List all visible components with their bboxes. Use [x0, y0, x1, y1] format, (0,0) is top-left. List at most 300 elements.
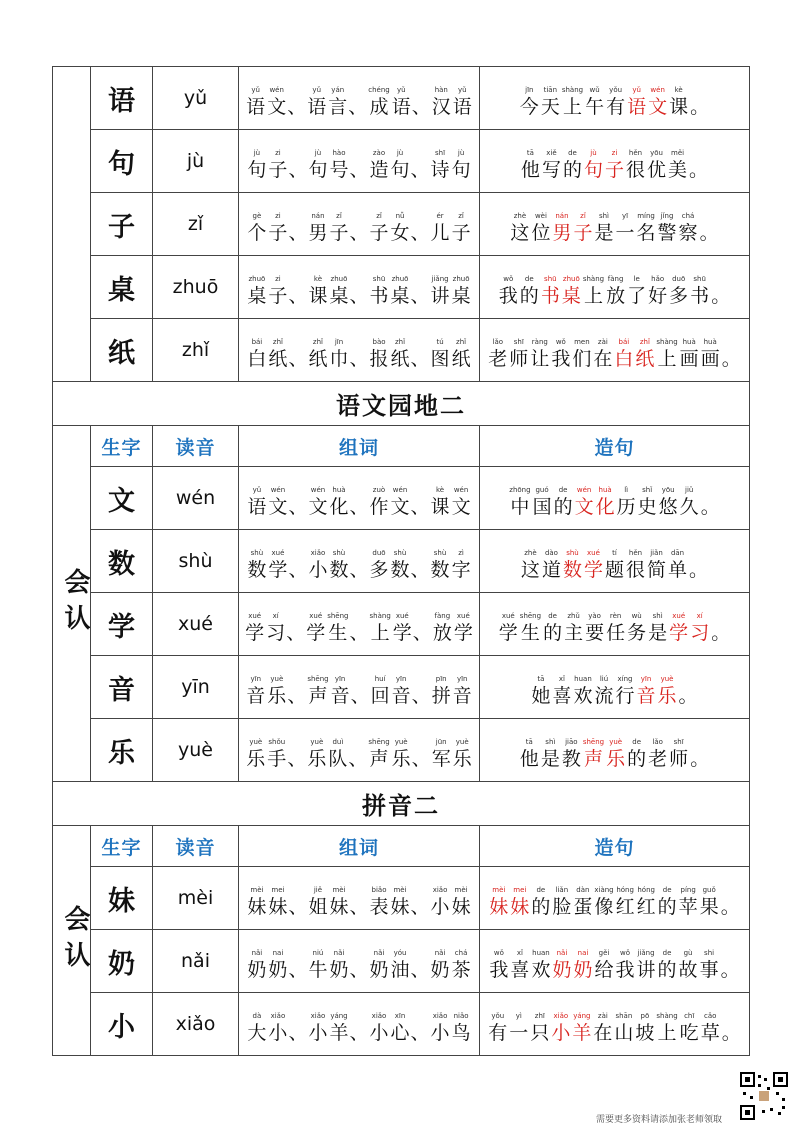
- syllable: [370, 485, 389, 519]
- pinyin-annotation: jù: [590, 149, 597, 157]
- syllable: [585, 85, 604, 119]
- word-group-line: [245, 674, 472, 708]
- syllable: [520, 274, 539, 308]
- separator: 、: [410, 222, 430, 244]
- pinyin-annotation: xué: [501, 612, 515, 620]
- hanzi: 声: [369, 748, 389, 770]
- pinyin-annotation: xǐ: [558, 675, 565, 683]
- sentence-line: [520, 548, 709, 582]
- pinyin-annotation: shàng: [369, 612, 391, 620]
- hanzi: 很: [626, 159, 646, 181]
- syllable: [268, 148, 287, 182]
- syllable: [594, 211, 613, 245]
- pinyin-annotation: shēng: [307, 675, 329, 683]
- hanzi: 乐: [246, 748, 266, 770]
- hanzi: 音: [452, 685, 472, 707]
- separator: 、: [349, 285, 369, 307]
- sentence-line: [487, 337, 741, 371]
- syllable: [391, 948, 410, 982]
- pinyin-annotation: wèi: [534, 212, 547, 220]
- pinyin-annotation: jǐng: [660, 212, 674, 220]
- hanzi: 名: [636, 222, 656, 244]
- pinyin-annotation: yǔ: [396, 86, 406, 94]
- pinyin-annotation: xiàng: [594, 886, 614, 894]
- pinyin-annotation: lǎo: [652, 738, 663, 746]
- syllable: [431, 485, 450, 519]
- pinyin-annotation: shān: [615, 1012, 633, 1020]
- pinyin-annotation: mèi: [492, 886, 506, 894]
- syllable: [392, 674, 411, 708]
- pinyin-annotation: zǐ: [336, 212, 342, 220]
- hanzi: 的: [543, 622, 563, 644]
- pinyin-annotation: zi: [611, 149, 618, 157]
- pinyin-annotation: yǔ: [251, 86, 260, 94]
- syllable: [616, 674, 635, 708]
- pinyin-annotation: zhuō: [248, 275, 266, 283]
- hanzi: 小: [308, 1022, 328, 1044]
- syllable: [268, 337, 287, 371]
- sentence-cell: [480, 256, 750, 319]
- sentence-cell: [480, 530, 750, 593]
- hanzi: 主: [564, 622, 584, 644]
- hanzi: 生: [328, 622, 348, 644]
- pinyin-annotation: xiǎo: [310, 1012, 326, 1020]
- pinyin-annotation: xiǎo: [432, 1012, 448, 1020]
- syllable: [370, 1011, 389, 1045]
- syllable: [563, 148, 582, 182]
- pinyin-annotation: hǎo: [651, 275, 665, 283]
- hanzi: 句: [308, 159, 328, 181]
- hanzi: 心: [390, 1022, 410, 1044]
- hanzi: 子: [451, 222, 471, 244]
- syllable: [266, 611, 285, 645]
- word-group-line: [246, 485, 471, 519]
- syllable: [308, 548, 327, 582]
- hanzi: 造: [369, 159, 389, 181]
- pinyin-annotation: shàng: [582, 275, 605, 283]
- sentence-line: [519, 85, 710, 119]
- hanzi: 奶: [329, 959, 349, 981]
- pinyin-annotation: gěi: [598, 949, 610, 957]
- syllable: [593, 1011, 612, 1045]
- side-label-cell: [53, 426, 91, 782]
- syllable: [268, 948, 287, 982]
- hanzi: 要: [585, 622, 605, 644]
- syllable: [246, 85, 265, 119]
- syllable: [499, 274, 518, 308]
- hanzi: 巾: [329, 348, 349, 370]
- sentence-cell: [480, 130, 750, 193]
- syllable: [453, 737, 472, 771]
- hanzi: 优: [647, 159, 667, 181]
- hanzi: 位: [531, 222, 551, 244]
- hanzi: 数: [390, 559, 410, 581]
- hanzi: 有: [488, 1022, 508, 1044]
- syllable: [391, 885, 410, 919]
- syllable: [391, 1011, 410, 1045]
- pinyin-annotation: zhǐ: [456, 338, 467, 346]
- pinyin-annotation: zhǐ: [272, 338, 283, 346]
- syllable: [562, 737, 581, 771]
- syllable: [331, 674, 350, 708]
- hanzi: 句: [583, 159, 603, 181]
- pinyin-annotation: ràng: [531, 338, 548, 346]
- syllable: [510, 948, 529, 982]
- pinyin-annotation: yǒu: [491, 1012, 505, 1020]
- syllable: [658, 948, 677, 982]
- hanzi: 一: [509, 1022, 529, 1044]
- hanzi: 小: [268, 1022, 288, 1044]
- hanzi: 讲: [430, 285, 450, 307]
- syllable: [329, 337, 348, 371]
- words-cell: [239, 67, 480, 130]
- separator: 、: [287, 96, 307, 118]
- pinyin-annotation: měi: [671, 149, 685, 157]
- hanzi: 纸: [451, 348, 471, 370]
- hanzi: 老: [648, 748, 668, 770]
- pinyin-annotation: jiāo: [565, 738, 578, 746]
- hanzi: 桌: [329, 285, 349, 307]
- pinyin-annotation: jù: [457, 149, 465, 157]
- syllable: [562, 85, 583, 119]
- syllable: [247, 548, 266, 582]
- pinyin-annotation: biǎo: [371, 886, 387, 894]
- hanzi: 句: [390, 159, 410, 181]
- pinyin-annotation: rèn: [609, 612, 622, 620]
- pinyin-annotation: zì: [458, 549, 464, 557]
- pinyin-annotation: shù: [393, 549, 407, 557]
- separator: 、: [288, 222, 308, 244]
- highlighted-syllable: [614, 337, 633, 371]
- hanzi: 很: [626, 559, 646, 581]
- syllable: [431, 948, 450, 982]
- sentence-line: [488, 885, 740, 919]
- hanzi: 课: [669, 96, 689, 118]
- hanzi: 习: [690, 622, 710, 644]
- pinyin-annotation: yáng: [330, 1012, 348, 1020]
- highlighted-syllable: [658, 674, 677, 708]
- hanzi: 行: [615, 685, 635, 707]
- pinyin-annotation: jīn: [525, 86, 534, 94]
- syllable: [452, 548, 471, 582]
- pinyin-annotation: niǎo: [453, 1012, 469, 1020]
- pinyin-annotation: yīn: [250, 675, 262, 683]
- pinyin-annotation: gù: [683, 949, 693, 957]
- syllable: [452, 148, 471, 182]
- pinyin-annotation: le: [633, 275, 640, 283]
- syllable: [308, 948, 327, 982]
- hanzi: 语: [246, 96, 266, 118]
- syllable: [370, 548, 389, 582]
- sentence-cell: [480, 67, 750, 130]
- syllable: [431, 148, 450, 182]
- syllable: [689, 158, 708, 182]
- pinyin-annotation: hàn: [434, 86, 448, 94]
- hanzi: 语: [307, 96, 327, 118]
- hanzi: 教: [561, 748, 581, 770]
- hanzi: 军: [431, 748, 451, 770]
- syllable: [308, 337, 327, 371]
- syllable: [617, 485, 636, 519]
- pinyin-annotation: zài: [597, 338, 608, 346]
- pinyin-annotation: bào: [372, 338, 386, 346]
- syllable: [247, 274, 266, 308]
- hanzi: 子: [329, 222, 349, 244]
- pinyin-annotation: yuè: [270, 675, 284, 683]
- hanzi: 学: [669, 622, 689, 644]
- pinyin-annotation: wén: [269, 86, 284, 94]
- sentence-line: [498, 274, 731, 308]
- syllable: [308, 148, 327, 182]
- syllable: [452, 948, 471, 982]
- syllable: [648, 737, 667, 771]
- pinyin-annotation: zài: [597, 1012, 608, 1020]
- pinyin-annotation: nai: [272, 949, 284, 957]
- hanzi: 让: [530, 348, 550, 370]
- pinyin-annotation: shì: [598, 212, 609, 220]
- header-words: 组词: [239, 826, 480, 867]
- syllable: [531, 674, 550, 708]
- pinyin-annotation: hóng: [637, 886, 655, 894]
- syllable: [635, 1011, 654, 1045]
- syllable: [431, 337, 450, 371]
- pinyin-cell: zhuō: [153, 256, 239, 319]
- pinyin-annotation: hěn: [628, 549, 643, 557]
- syllable: [606, 85, 625, 119]
- syllable: [668, 548, 687, 582]
- syllable: [245, 611, 264, 645]
- syllable: [669, 274, 688, 308]
- hanzi: 我: [615, 959, 635, 981]
- syllable: [267, 85, 286, 119]
- hanzi: 桌: [390, 285, 410, 307]
- pinyin-annotation: bái: [618, 338, 630, 346]
- pinyin-annotation: xué: [309, 612, 323, 620]
- hanzi: 是: [648, 622, 668, 644]
- hanzi: 报: [369, 348, 389, 370]
- hanzi: 音: [246, 685, 266, 707]
- separator: 、: [349, 559, 369, 581]
- pinyin-annotation: men: [574, 338, 590, 346]
- highlighted-syllable: [690, 611, 709, 645]
- separator: 、: [410, 896, 430, 918]
- hanzi: 语: [452, 96, 472, 118]
- pinyin-annotation: nǎi: [556, 949, 568, 957]
- pinyin-annotation: de: [662, 949, 672, 957]
- pinyin-annotation: mei: [513, 886, 527, 894]
- hanzi: 儿: [430, 222, 450, 244]
- hanzi: 学: [453, 622, 473, 644]
- hanzi: 我: [498, 285, 518, 307]
- header-words: 组词: [239, 426, 480, 467]
- pinyin-annotation: shì: [545, 738, 556, 746]
- words-cell: [239, 930, 480, 993]
- table-row: [53, 867, 750, 930]
- separator: 、: [349, 222, 369, 244]
- pinyin-annotation: xǐ: [516, 949, 523, 957]
- pinyin-annotation: wén: [453, 486, 469, 494]
- syllable: [564, 611, 583, 645]
- hanzi: 给: [594, 959, 614, 981]
- sentence-cell: [480, 719, 750, 782]
- pinyin-annotation: zhī: [534, 1012, 545, 1020]
- syllable: [371, 674, 390, 708]
- word-group-line: [244, 611, 474, 645]
- syllable: [680, 485, 699, 519]
- syllable: [583, 274, 604, 308]
- words-cell: [239, 130, 480, 193]
- syllable: [711, 284, 730, 308]
- hanzi: 姐: [308, 896, 328, 918]
- separator: 、: [350, 685, 370, 707]
- syllable: [329, 948, 348, 982]
- hanzi: 们: [572, 348, 592, 370]
- syllable: [669, 737, 688, 771]
- syllable: [308, 274, 327, 308]
- word-group-line: [246, 885, 471, 919]
- hanzi: 的: [553, 496, 573, 518]
- hanzi: 手: [267, 748, 287, 770]
- pinyin-annotation: kè: [435, 486, 445, 494]
- pinyin-annotation: de: [632, 738, 642, 746]
- hanzi: 中: [510, 496, 530, 518]
- hanzi: 是: [540, 748, 560, 770]
- separator: 、: [348, 96, 368, 118]
- pinyin-annotation: xiǎo: [270, 1012, 286, 1020]
- syllable: [616, 948, 635, 982]
- pinyin-annotation: ér: [436, 212, 444, 220]
- pinyin-annotation: wǒ: [493, 949, 504, 957]
- syllable: [488, 1011, 507, 1045]
- pinyin-annotation: niú: [312, 949, 324, 957]
- table-row: [53, 467, 750, 530]
- syllable: [432, 737, 451, 771]
- separator: 、: [287, 685, 307, 707]
- sentence-cell: [480, 656, 750, 719]
- separator: 、: [349, 348, 369, 370]
- syllable: [329, 148, 348, 182]
- sentence-cell: [480, 867, 750, 930]
- hanzi: 的: [519, 285, 539, 307]
- hanzi: 油: [390, 959, 410, 981]
- pinyin-annotation: de: [568, 149, 577, 157]
- syllable: [307, 85, 326, 119]
- table-row: [53, 130, 750, 193]
- hanzi: 坡: [635, 1022, 655, 1044]
- hanzi: 回: [370, 685, 390, 707]
- pinyin-annotation: nǚ: [395, 212, 405, 220]
- pinyin-annotation: yuè: [310, 738, 324, 746]
- hanzi: 天: [540, 96, 560, 118]
- pinyin-annotation: zi: [275, 275, 281, 283]
- syllable: [329, 548, 348, 582]
- hanzi: 诗: [430, 159, 450, 181]
- table-row: [53, 930, 750, 993]
- header-row: [53, 426, 750, 467]
- pinyin-annotation: wén: [392, 486, 408, 494]
- syllable: [711, 621, 730, 645]
- pinyin-annotation: wǒ: [503, 275, 514, 283]
- section-title: 语文园地二: [53, 382, 750, 426]
- sentence-line: [488, 948, 740, 982]
- word-group-line: [245, 85, 473, 119]
- syllable: [638, 485, 657, 519]
- hanzi: 奶: [573, 959, 593, 981]
- highlighted-syllable: [584, 548, 603, 582]
- pinyin-annotation: cǎo: [703, 1012, 717, 1020]
- hanzi: 妹: [329, 896, 349, 918]
- syllable: [627, 611, 646, 645]
- pinyin-annotation: zào: [372, 149, 386, 157]
- syllable: [268, 1011, 287, 1045]
- hanzi: 数: [247, 559, 267, 581]
- separator: 、: [411, 685, 431, 707]
- syllable: [509, 485, 530, 519]
- hanzi: 像: [594, 896, 614, 918]
- hanzi: 乐: [267, 685, 287, 707]
- hanzi: 数: [430, 559, 450, 581]
- table-row: [53, 719, 750, 782]
- words-cell: [239, 193, 480, 256]
- hanzi: 小: [551, 1022, 571, 1044]
- table-row: [53, 319, 750, 382]
- syllable: [721, 958, 740, 982]
- hanzi: 吃: [679, 1022, 699, 1044]
- hanzi: 好: [648, 285, 668, 307]
- hanzi: 。: [711, 622, 731, 644]
- pinyin-annotation: wǒ: [555, 338, 566, 346]
- pinyin-annotation: nǎi: [434, 949, 446, 957]
- hanzi: 拼: [431, 685, 451, 707]
- syllable: [626, 148, 645, 182]
- header-char: 生字: [91, 426, 153, 467]
- pinyin-annotation: dào: [544, 549, 558, 557]
- pinyin-annotation: guǒ: [702, 886, 716, 894]
- hanzi: 讲: [636, 959, 656, 981]
- hanzi: 子: [268, 222, 288, 244]
- vocab-worksheet: [52, 66, 749, 1056]
- header-char: 生字: [91, 826, 153, 867]
- hanzi: 学: [306, 622, 326, 644]
- pinyin-annotation: hóng: [616, 886, 634, 894]
- syllable: [268, 211, 287, 245]
- pinyin-annotation: duō: [372, 549, 386, 557]
- pinyin-annotation: shàng: [656, 1012, 678, 1020]
- pinyin-annotation: yōu: [650, 149, 663, 157]
- pinyin-annotation: kè: [313, 275, 323, 283]
- pinyin-annotation: yuè: [660, 675, 674, 683]
- hanzi: 单: [668, 559, 688, 581]
- hanzi: 。: [700, 496, 720, 518]
- sentence-cell: [480, 467, 750, 530]
- syllable: [700, 221, 719, 245]
- vocab-table: [52, 66, 750, 1056]
- pinyin-annotation: xí: [696, 612, 703, 620]
- syllable: [329, 485, 348, 519]
- hanzi: 历: [616, 496, 636, 518]
- pinyin-cell: wén: [153, 467, 239, 530]
- highlighted-syllable: [596, 485, 615, 519]
- pinyin-annotation: yuè: [455, 738, 469, 746]
- syllable: [552, 885, 571, 919]
- table-row: [53, 530, 750, 593]
- hanzi: 老: [488, 348, 508, 370]
- syllable: [637, 885, 656, 919]
- pinyin-annotation: nán: [555, 212, 569, 220]
- table-row: [53, 256, 750, 319]
- syllable: [647, 548, 666, 582]
- syllable: [431, 211, 450, 245]
